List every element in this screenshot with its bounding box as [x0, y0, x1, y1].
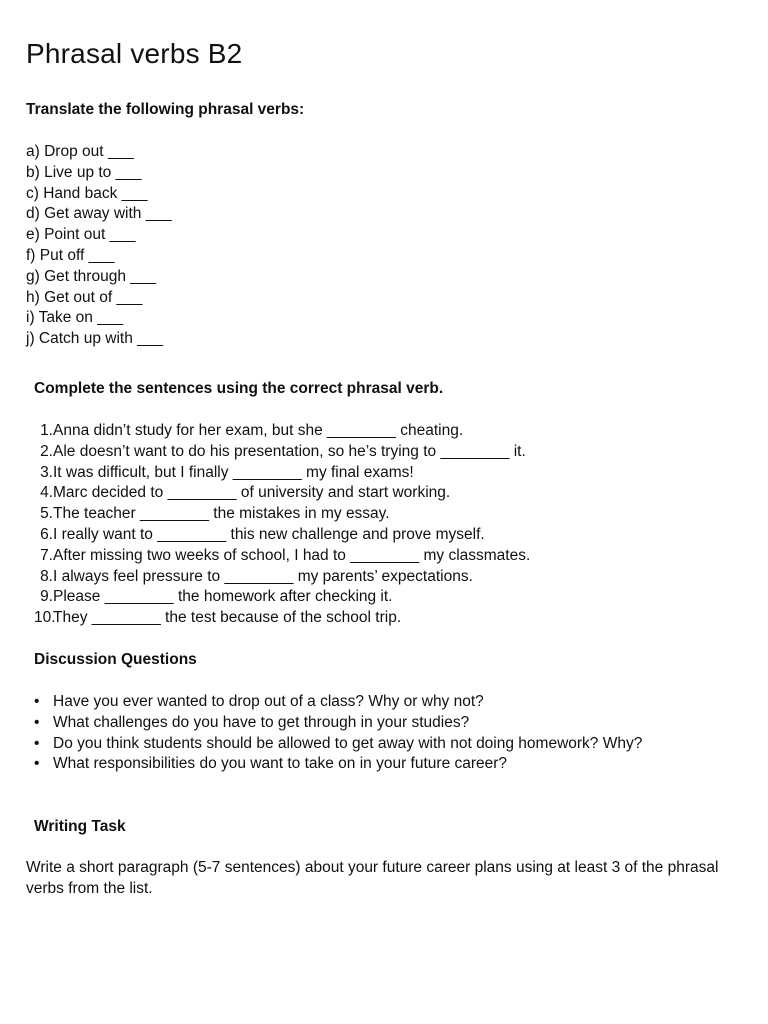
list-item [26, 692, 742, 713]
list-item [26, 734, 742, 755]
list-item [34, 442, 734, 463]
list-item: c) Hand back ___ [26, 184, 148, 202]
item-text: What responsibilities do you want to take on in your future career? [53, 755, 508, 773]
item-text: They ________ the test because of the school trip. [53, 609, 402, 627]
item-text: Ale doesn’t want to do his presentation, so he’s trying to ________ it. [53, 442, 526, 460]
list-item: a) Drop out ___ [26, 143, 134, 160]
bullet-icon: • [34, 693, 40, 710]
list-item [26, 754, 742, 775]
sentences-list [34, 421, 734, 629]
item-number: 4. [40, 484, 53, 502]
item-text: Anna didn’t study for her exam, but she ________ cheating. [53, 422, 464, 439]
writing-heading: Writing Task [34, 818, 126, 835]
list-item [34, 546, 734, 567]
item-number: 3. [40, 463, 53, 481]
item-number: 10. [34, 609, 56, 627]
item-number: 9. [40, 588, 53, 606]
discussion-list [26, 692, 742, 775]
list-item [34, 463, 734, 484]
item-text: Have you ever wanted to drop out of a class? Why or why not? [53, 693, 484, 710]
item-text: Do you think students should be allowed to get away with not doing homework? Why? [53, 734, 643, 752]
translate-heading: Translate the following phrasal verbs: [26, 101, 305, 118]
list-item: f) Put off ___ [26, 246, 115, 264]
item-number: 5. [40, 505, 53, 523]
list-item: j) Catch up with ___ [26, 330, 163, 348]
list-item: b) Live up to ___ [26, 163, 142, 181]
item-text: I really want to ________ this new challenge and prove myself. [53, 525, 485, 543]
item-number: 7. [40, 546, 53, 564]
list-item [34, 525, 734, 546]
item-number: 6. [40, 525, 53, 543]
page-title: Phrasal verbs B2 [26, 38, 243, 69]
complete-heading: Complete the sentences using the correct phrasal verb. [34, 380, 444, 397]
list-item [34, 483, 734, 504]
list-item: g) Get through ___ [26, 267, 157, 285]
list-item: i) Take on ___ [26, 309, 124, 327]
list-item [34, 587, 734, 608]
list-item [26, 713, 742, 734]
item-text: What challenges do you have to get through in your studies? [53, 713, 470, 731]
list-item: d) Get away with ___ [26, 205, 172, 223]
item-number: 8. [40, 567, 53, 585]
translate-list [26, 142, 172, 350]
list-item: e) Point out ___ [26, 226, 136, 244]
item-text: After missing two weeks of school, I had to ________ my classmates. [53, 546, 531, 564]
item-number: 2. [40, 442, 53, 460]
bullet-icon: • [34, 713, 40, 731]
list-item: h) Get out of ___ [26, 288, 143, 306]
bullet-icon: • [34, 755, 40, 773]
item-number: 1. [40, 422, 53, 439]
bullet-icon: • [34, 734, 40, 752]
item-text: It was difficult, but I finally ________ my final exams! [53, 463, 414, 481]
discussion-heading: Discussion Questions [34, 651, 197, 668]
list-item [34, 567, 734, 588]
item-text: The teacher ________ the mistakes in my essay. [53, 505, 390, 523]
item-text: Please ________ the homework after checking it. [53, 588, 393, 606]
writing-task-text: Write a short paragraph (5-7 sentences) about your future career plans using at least 3 of the phrasal verbs from the list. [26, 859, 719, 897]
list-item [34, 608, 734, 629]
item-text: Marc decided to ________ of university and start working. [53, 484, 451, 502]
item-text: I always feel pressure to ________ my parents’ expectations. [53, 567, 473, 585]
list-item [34, 421, 734, 442]
list-item [34, 504, 734, 525]
